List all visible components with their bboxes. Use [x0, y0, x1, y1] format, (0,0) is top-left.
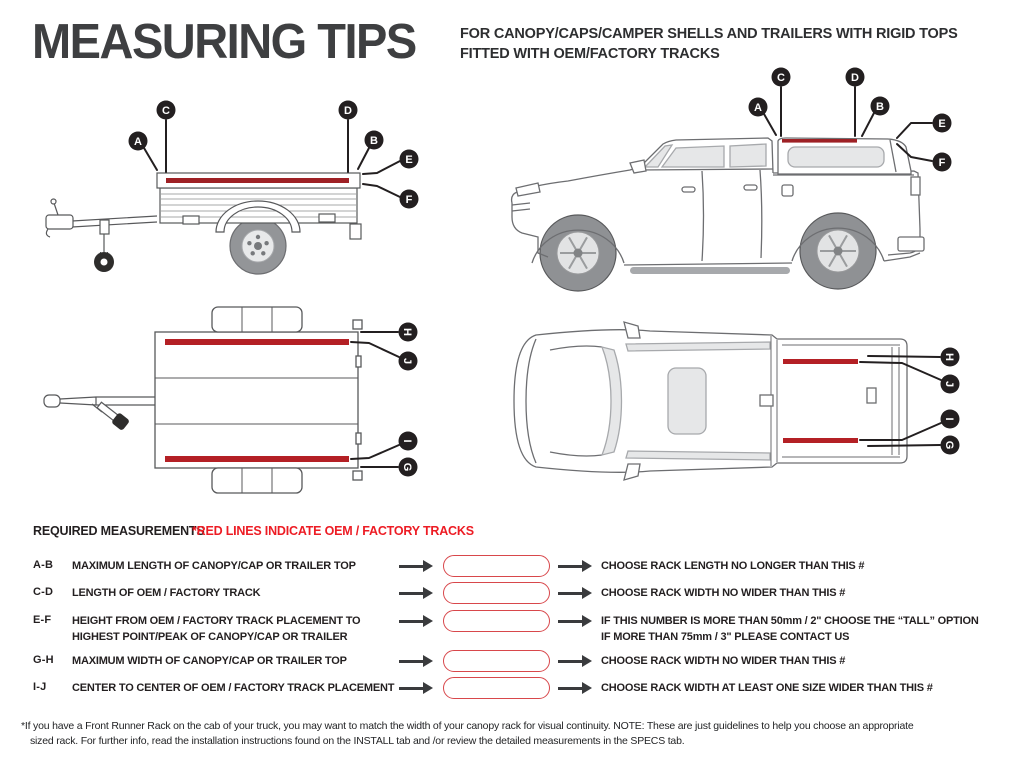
trailer-top-body	[155, 307, 362, 493]
measurement-description: LENGTH OF OEM / FACTORY TRACK	[72, 587, 261, 599]
label-d: D	[851, 72, 859, 84]
measurement-point-labels-trailer-top	[399, 323, 418, 477]
label-g: G	[401, 462, 413, 472]
measurement-value-box	[443, 650, 550, 672]
trailer-top-view-diagram	[20, 300, 460, 510]
measurement-id: C-D	[33, 586, 54, 598]
label-j: J	[401, 357, 413, 365]
truck-top-view-diagram	[490, 300, 1024, 510]
footnote-line-1: *If you have a Front Runner Rack on the cab of your truck, you may want to match the width of your canopy rack for visual continuity. NOTE: These are just guidelines to help you choose an appropriate	[21, 720, 914, 732]
measurement-guideline: CHOOSE RACK LENGTH NO LONGER THAN THIS #	[601, 560, 865, 572]
label-i: I	[943, 417, 955, 421]
label-a: A	[134, 136, 142, 148]
measurement-guideline: CHOOSE RACK WIDTH NO WIDER THAN THIS #	[601, 655, 846, 667]
trailer-drawbar	[46, 199, 157, 272]
label-h: H	[401, 328, 413, 336]
oem-track-line-bottom-right	[783, 438, 858, 443]
measurement-description: CENTER TO CENTER OF OEM / FACTORY TRACK PLACEMENT	[72, 682, 395, 694]
label-f: F	[405, 194, 413, 206]
measurement-value-box	[443, 555, 550, 577]
arrow-right-icon	[558, 660, 583, 663]
oem-track-line-top-left	[165, 339, 349, 345]
subtitle-line-1: FOR CANOPY/CAPS/CAMPER SHELLS AND TRAILERS WITH RIGID TOPS	[460, 26, 958, 42]
measurement-row-ij	[0, 674, 1024, 710]
arrow-right-icon	[558, 620, 583, 623]
oem-track-line-top-right	[783, 359, 858, 364]
arrow-right-icon	[558, 592, 583, 595]
measurement-guideline: CHOOSE RACK WIDTH NO WIDER THAN THIS #	[601, 587, 846, 599]
label-e: E	[938, 118, 946, 130]
footnote	[21, 719, 913, 749]
measurement-value-box	[443, 610, 550, 632]
measurement-guideline: CHOOSE RACK WIDTH AT LEAST ONE SIZE WIDER THAN THIS #	[601, 682, 933, 694]
label-a: A	[754, 102, 762, 114]
label-i: I	[401, 439, 413, 443]
page-title: MEASURING TIPS	[32, 13, 416, 69]
label-e: E	[405, 154, 413, 166]
measurement-description: MAXIMUM LENGTH OF CANOPY/CAP OR TRAILER TOP	[72, 560, 356, 572]
arrow-right-icon	[558, 687, 583, 690]
label-c: C	[777, 72, 785, 84]
oem-track-line-side	[166, 178, 349, 183]
measurement-guideline: IF THIS NUMBER IS MORE THAN 50mm / 2" CHOOSE THE “TALL” OPTION IF MORE THAN 75mm / 3" PLEASE CONTACT US	[601, 615, 979, 643]
label-j: J	[943, 380, 955, 388]
oem-track-line-canopy	[782, 139, 857, 143]
label-b: B	[876, 101, 884, 113]
truck-side-view-diagram	[490, 55, 1024, 300]
trailer-wheel	[230, 218, 286, 274]
arrow-right-icon	[399, 592, 424, 595]
measurement-value-box	[443, 677, 550, 699]
truck-wheels	[540, 213, 876, 291]
arrow-right-icon	[399, 687, 424, 690]
red-lines-note: *RED LINES INDICATE OEM / FACTORY TRACKS	[192, 524, 474, 538]
measurement-id: E-F	[33, 614, 52, 626]
label-h: H	[943, 353, 955, 361]
trailer-top-drawbar	[44, 395, 155, 431]
trailer-side-view-diagram	[20, 90, 460, 300]
label-d: D	[344, 105, 352, 117]
measurement-value-box	[443, 582, 550, 604]
truck-top-body	[514, 322, 907, 480]
measurement-description: HEIGHT FROM OEM / FACTORY TRACK PLACEMENT TO HIGHEST POINT/PEAK OF CANOPY/CAP OR TRAILER	[72, 615, 361, 643]
arrow-right-icon	[399, 620, 424, 623]
truck-canopy	[778, 138, 911, 174]
arrow-right-icon	[399, 565, 424, 568]
oem-track-line-bottom-left	[165, 456, 349, 462]
label-g: G	[943, 440, 955, 450]
measurement-id: I-J	[33, 681, 47, 693]
measurement-row-ef	[0, 608, 1024, 644]
measurement-id: A-B	[33, 559, 54, 571]
label-b: B	[370, 135, 378, 147]
footnote-line-2: sized rack. For further info, read the installation instructions found on the INSTALL tab and /or review the detailed measurements in the SPECS tab.	[30, 735, 685, 747]
label-c: C	[162, 105, 170, 117]
label-f: F	[938, 157, 946, 169]
measurement-point-labels-truck-top	[941, 348, 960, 455]
arrow-right-icon	[399, 660, 424, 663]
subtitle-line-2: FITTED WITH OEM/FACTORY TRACKS	[460, 46, 720, 62]
required-measurements-heading: REQUIRED MEASUREMENTS	[33, 524, 205, 538]
arrow-right-icon	[558, 565, 583, 568]
measurement-description: MAXIMUM WIDTH OF CANOPY/CAP OR TRAILER TOP	[72, 655, 347, 667]
measurement-id: G-H	[33, 654, 54, 666]
